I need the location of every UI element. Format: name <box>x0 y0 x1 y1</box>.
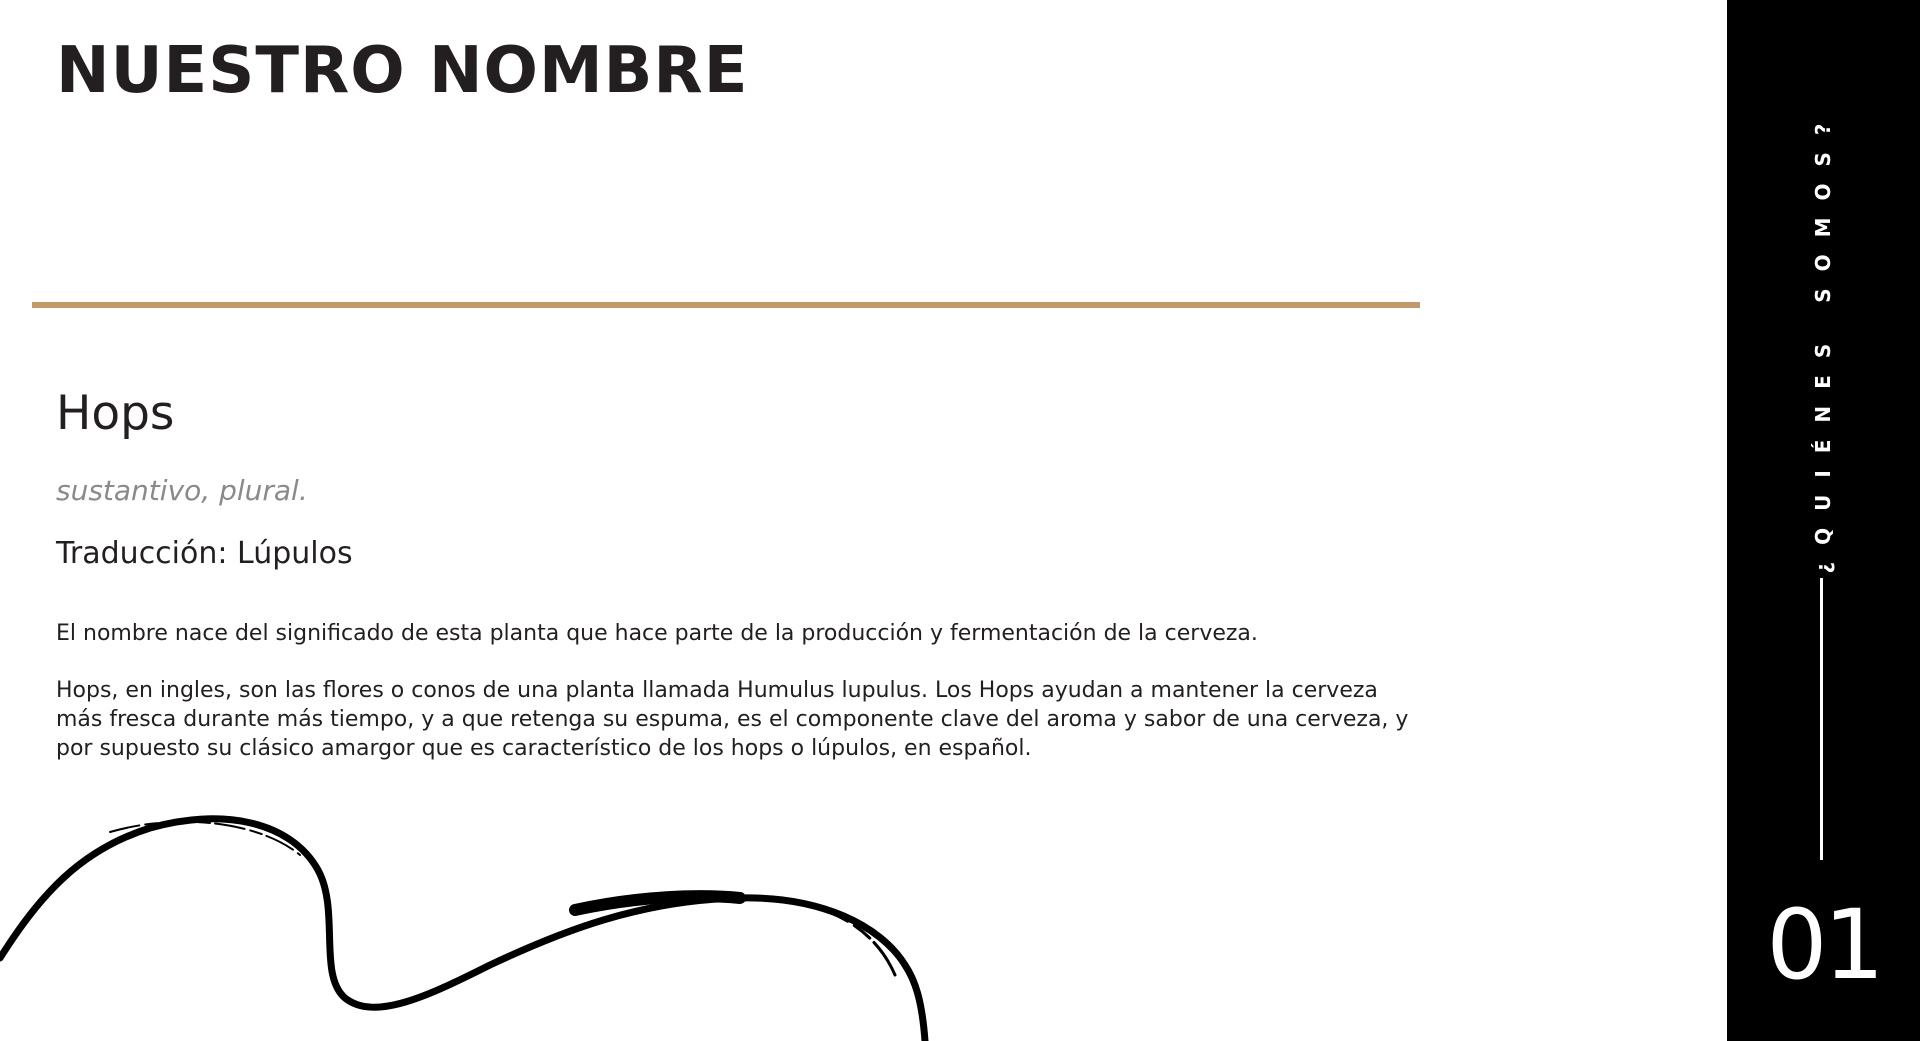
section-sidebar <box>1727 0 1920 1041</box>
term-heading: Hops <box>56 386 175 441</box>
brush-stroke-decoration <box>0 800 940 1041</box>
sidebar-divider-line <box>1820 578 1823 860</box>
section-label: ¿QUIÉNES SOMOS? <box>1811 106 1835 574</box>
page-title: NUESTRO NOMBRE <box>56 34 749 108</box>
brush-stroke-main <box>0 819 925 1041</box>
description-paragraph-1: El nombre nace del significado de esta planta que hace parte de la producción y fermentación de la cerveza. <box>56 621 1258 646</box>
word-class-label: sustantivo, plural. <box>56 474 308 507</box>
description-paragraph-2: Hops, en ingles, son las flores o conos de una planta llamada Humulus lupulus. Los Hops ayudan a mantener la cerveza más fresca durante más tiempo, y a que retenga su espuma, es el componente clave del aroma y sabor de una cerveza, y por supuesto su clásico amargor que es característico de los hops o lúpulos, en español. <box>56 678 1409 761</box>
section-number: 01 <box>1766 889 1881 1001</box>
accent-divider <box>32 302 1420 308</box>
translation-label: Traducción: Lúpulos <box>56 536 353 571</box>
